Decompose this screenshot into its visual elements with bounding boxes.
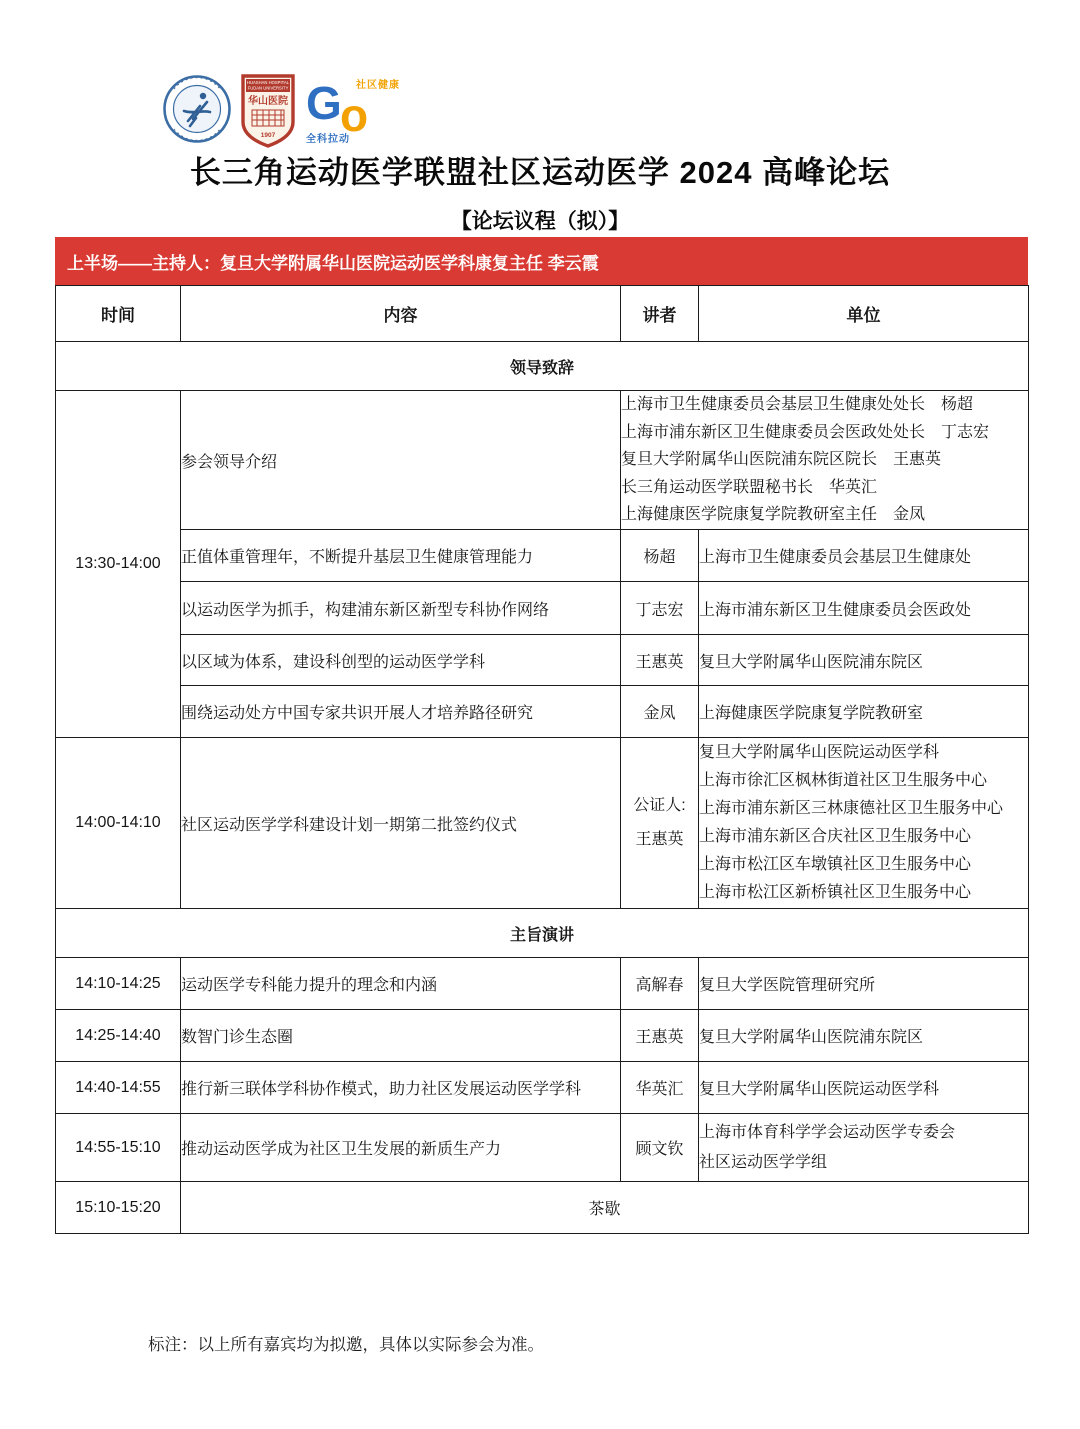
signing-unit-line: 上海市浦东新区合庆社区卫生服务中心 [699,828,972,845]
table-row-intro [56,391,1029,530]
tea-break-cell: 茶歇 [181,1182,1029,1234]
section-row-keynote [56,909,1029,958]
column-header-content: 内容 [181,286,621,342]
speaker-cell: 金凤 [621,686,699,738]
table-row [56,958,1029,1010]
logo-row [162,74,400,153]
content-cell: 推行新三联体学科协作模式，助力社区发展运动医学学科 [181,1062,621,1114]
content-cell: 推动运动医学成为社区卫生发展的新质生产力 [181,1114,621,1182]
speaker-cell: 王惠英 [621,635,699,686]
unit-cell [699,1114,1029,1182]
signing-unit-line: 上海市浦东新区三林康德社区卫生服务中心 [699,800,1004,817]
unit-cell: 上海市浦东新区卫生健康委员会医政处 [699,582,1029,635]
community-health-go-logo-icon [304,74,400,148]
leader-line: 复旦大学附属华山医院浦东院区院长 王惠英 [621,451,942,469]
table-row [56,530,1029,582]
column-header-time: 时间 [56,286,181,342]
signing-unit-line: 上海市徐汇区枫林街道社区卫生服务中心 [699,772,988,789]
unit-line: 上海市体育科学学会运动医学专委会 [699,1123,956,1141]
signing-unit-line: 上海市松江区新桥镇社区卫生服务中心 [699,884,972,901]
table-row-tea-break [56,1182,1029,1234]
content-cell: 参会领导介绍 [181,391,621,530]
signing-unit-line: 复旦大学附属华山医院运动医学科 [699,744,940,761]
speaker-cell: 王惠英 [621,1010,699,1062]
go-logo-top-caption: 社区健康 [356,80,400,91]
speaker-cell: 华英汇 [621,1062,699,1114]
unit-cell: 上海市卫生健康委员会基层卫生健康处 [699,530,1029,582]
table-row [56,582,1029,635]
leader-line: 上海市卫生健康委员会基层卫生健康处处长 杨超 [621,396,974,414]
leaders-list-cell [621,391,1029,530]
svg-text:FUDAN UNIVERSITY: FUDAN UNIVERSITY [247,85,289,91]
content-cell: 正值体重管理年，不断提升基层卫生健康管理能力 [181,530,621,582]
unit-cell: 上海健康医学院康复学院教研室 [699,686,1029,738]
signing-units-cell [699,738,1029,909]
section-title: 主旨演讲 [56,909,1029,958]
unit-cell: 复旦大学医院管理研究所 [699,958,1029,1010]
time-cell: 14:55-15:10 [56,1114,181,1182]
notary-role: 公证人: [633,797,686,814]
svg-text:HUASHAN HOSPITAL: HUASHAN HOSPITAL [246,80,290,85]
table-row-signing [56,738,1029,909]
table-row [56,1062,1029,1114]
footnote: 标注：以上所有嘉宾均为拟邀，具体以实际参会为准。 [148,1336,544,1354]
session-header-bar: 上半场——主持人：复旦大学附属华山医院运动医学科康复主任 李云霞 [55,237,1028,285]
column-header-speaker: 讲者 [621,286,699,342]
agenda-grid [55,285,1029,1234]
section-row-leadership [56,342,1029,391]
content-cell: 社区运动医学学科建设计划一期第二批签约仪式 [181,738,621,909]
go-logo-letter-o: o [340,89,369,141]
column-header-unit: 单位 [699,286,1029,342]
time-cell: 14:40-14:55 [56,1062,181,1114]
speaker-cell: 杨超 [621,530,699,582]
speaker-cell: 丁志宏 [621,582,699,635]
huashan-hospital-shield-icon [240,74,296,153]
column-header-row [56,286,1029,342]
notary-cell [621,738,699,909]
content-cell: 以区域为体系，建设科创型的运动医学学科 [181,635,621,686]
content-cell: 运动医学专科能力提升的理念和内涵 [181,958,621,1010]
leader-line: 上海市浦东新区卫生健康委员会医政处处长 丁志宏 [621,423,990,441]
svg-text:1907: 1907 [260,132,276,139]
content-cell: 以运动医学为抓手，构建浦东新区新型专科协作网络 [181,582,621,635]
leader-line: 长三角运动医学联盟秘书长 华英汇 [621,478,878,496]
table-row [56,1010,1029,1062]
page-subtitle: 【论坛议程（拟）】 [450,210,630,233]
unit-cell: 复旦大学附属华山医院浦东院区 [699,635,1029,686]
time-cell: 13:30-14:00 [56,391,181,738]
notary-name: 王惠英 [635,831,684,848]
section-title: 领导致辞 [56,342,1029,391]
sports-medicine-alliance-seal-icon [162,74,232,149]
go-logo-bottom-caption: 全科拉动 [306,134,350,145]
time-cell: 14:00-14:10 [56,738,181,909]
time-cell: 14:10-14:25 [56,958,181,1010]
signing-unit-line: 上海市松江区车墩镇社区卫生服务中心 [699,856,972,873]
unit-line: 社区运动医学学组 [699,1153,828,1171]
unit-cell: 复旦大学附属华山医院浦东院区 [699,1010,1029,1062]
speaker-cell: 高解春 [621,958,699,1010]
speaker-cell: 顾文钦 [621,1114,699,1182]
unit-cell: 复旦大学附属华山医院运动医学科 [699,1062,1029,1114]
leader-line: 上海健康医学院康复学院教研室主任 金凤 [621,506,926,524]
svg-text:华山医院: 华山医院 [248,96,288,107]
content-cell: 围绕运动处方中国专家共识开展人才培养路径研究 [181,686,621,738]
table-row [56,686,1029,738]
table-row [56,635,1029,686]
time-cell: 14:25-14:40 [56,1010,181,1062]
table-row [56,1114,1029,1182]
content-cell: 数智门诊生态圈 [181,1010,621,1062]
time-cell: 15:10-15:20 [56,1182,181,1234]
agenda-table [55,237,1028,1234]
page-title: 长三角运动医学联盟社区运动医学 2024 高峰论坛 [189,155,891,190]
go-logo-letter-g: G [306,77,342,129]
